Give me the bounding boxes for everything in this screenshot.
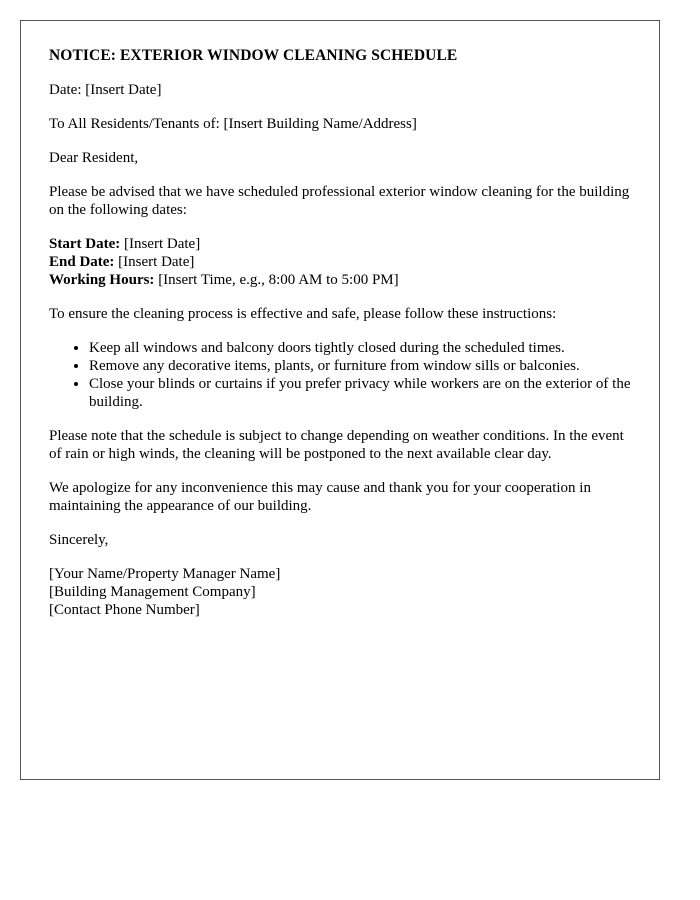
salutation: Dear Resident, — [49, 150, 139, 166]
apology-paragraph: We apologize for any inconvenience this may cause and thank you for your cooperation in maintaining the appearance of our building. — [49, 480, 591, 514]
recipient-line: To All Residents/Tenants of: [Insert Building Name/Address] — [49, 116, 417, 132]
start-date-label: Start Date: — [49, 236, 121, 252]
list-item: • Keep all windows and balcony doors tightly closed during the scheduled times. — [89, 339, 631, 357]
schedule-details — [49, 235, 631, 289]
notice-page — [20, 20, 660, 780]
working-hours-label: Working Hours: — [49, 272, 155, 288]
end-date-row — [49, 253, 631, 271]
list-item: • Remove any decorative items, plants, or furniture from window sills or balconies. — [89, 357, 631, 375]
notice-title: NOTICE: EXTERIOR WINDOW CLEANING SCHEDULE — [49, 47, 458, 64]
closing: Sincerely, — [49, 532, 109, 548]
signature-phone: [Contact Phone Number] — [49, 602, 200, 618]
instructions-list — [49, 339, 631, 411]
signature-block — [49, 565, 631, 619]
end-date-label: End Date: — [49, 254, 115, 270]
list-item: • Close your blinds or curtains if you prefer privacy while workers are on the exterior of the building. — [89, 375, 631, 411]
signature-name: [Your Name/Property Manager Name] — [49, 566, 281, 582]
end-date-value: [Insert Date] — [114, 254, 195, 270]
working-hours-value: [Insert Time, e.g., 8:00 AM to 5:00 PM] — [154, 272, 399, 288]
signature-company: [Building Management Company] — [49, 584, 256, 600]
start-date-row — [49, 235, 631, 253]
working-hours-row — [49, 271, 631, 289]
instructions-intro: To ensure the cleaning process is effective and safe, please follow these instructions: — [49, 306, 557, 322]
weather-note: Please note that the schedule is subject to change depending on weather conditions. In the event of rain or high winds, the cleaning will be postponed to the next available clear day. — [49, 428, 624, 462]
start-date-value: [Insert Date] — [120, 236, 201, 252]
date-line: Date: [Insert Date] — [49, 82, 162, 98]
intro-paragraph: Please be advised that we have scheduled professional exterior window cleaning for the building on the following dates: — [49, 184, 630, 218]
